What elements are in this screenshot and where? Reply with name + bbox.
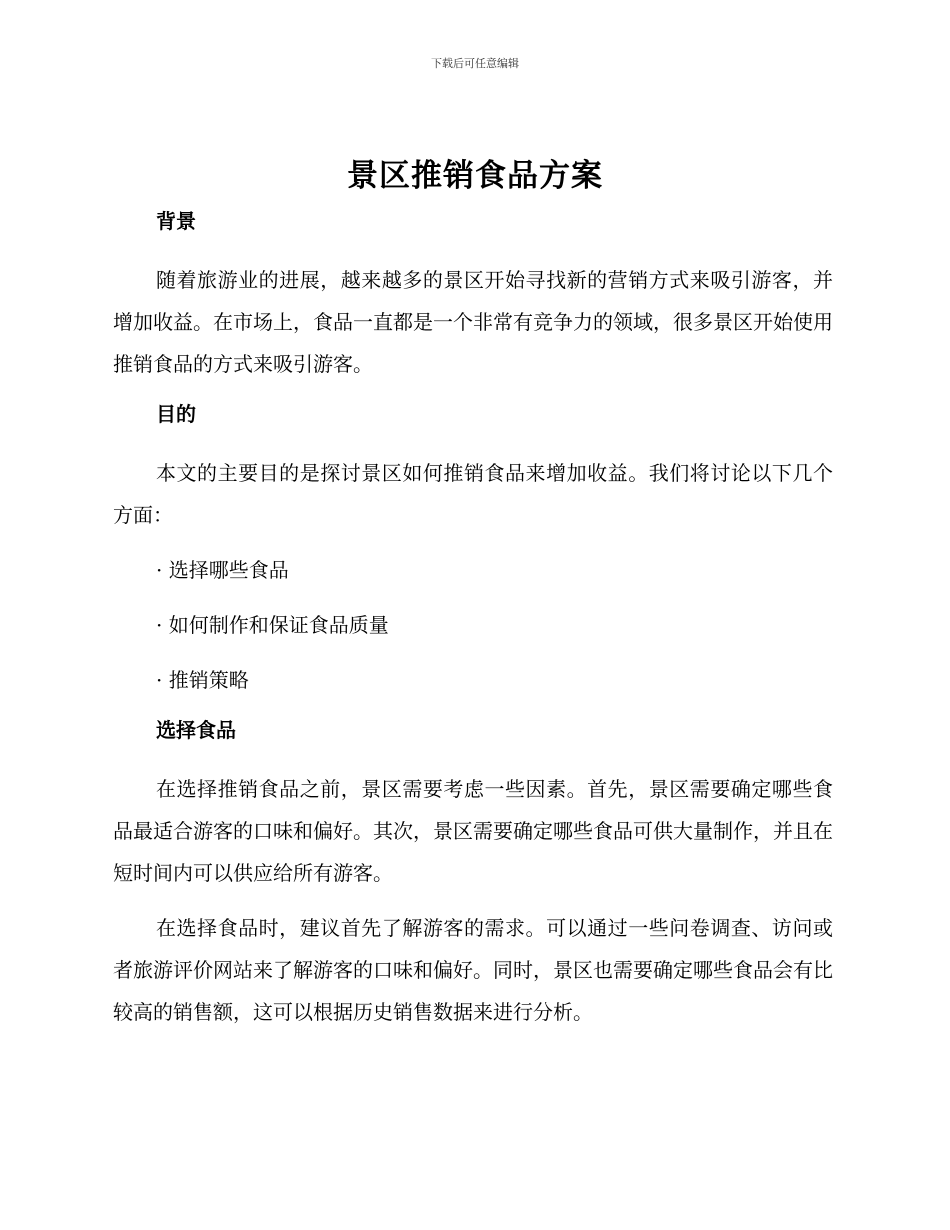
list-item: · 推销策略 [156,668,249,692]
paragraph-choose-food-1: 在选择推销食品之前，景区需要考虑一些因素。首先，景区需要确定哪些食品最适合游客的口味和偏好。其次，景区需要确定哪些食品可供大量制作，并且在短时间内可以供应给所有游客。 [113,777,833,885]
section-choose-food [113,714,833,1033]
list-item: · 选择哪些食品 [156,558,289,582]
paragraph-choose-food-2: 在选择食品时，建议首先了解游客的需求。可以通过一些问卷调查、访问或者旅游评价网站来了解游客的口味和偏好。同时，景区也需要确定哪些食品会有比较高的销售额，这可以根据历史销售数据来进行分析。 [113,916,833,1024]
paragraph-purpose: 本文的主要目的是探讨景区如何推销食品来增加收益。我们将讨论以下几个方面： [113,461,833,527]
document-title: 景区推销食品方案 [347,158,603,194]
section-background [113,205,833,398]
section-heading-purpose: 目的 [156,402,196,426]
document-body [113,205,833,1033]
list-item: · 如何制作和保证食品质量 [156,613,389,637]
paragraph-background: 随着旅游业的进展，越来越多的景区开始寻找新的营销方式来吸引游客，并增加收益。在市场上，食品一直都是一个非常有竞争力的领域，很多景区开始使用推销食品的方式来吸引游客。 [113,268,833,376]
section-purpose [113,398,833,714]
header-note: 下载后可任意编辑 [431,57,519,70]
section-heading-choose-food: 选择食品 [156,718,236,742]
section-heading-background: 背景 [156,209,196,233]
